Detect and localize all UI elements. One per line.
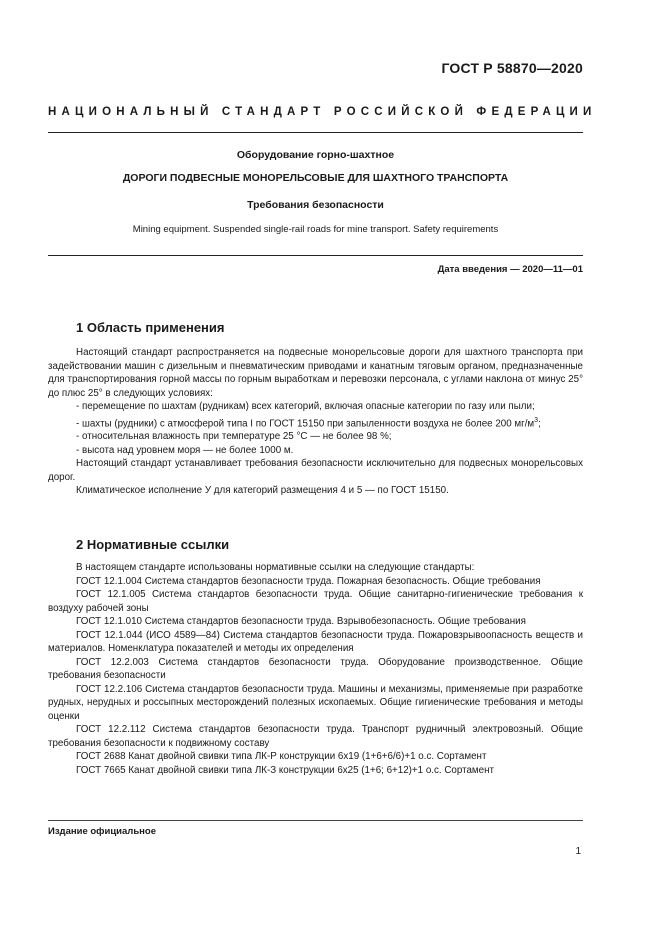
condition-item: - относительная влажность при температуре 25 °C — не более 98 %; — [76, 431, 392, 443]
document-number: ГОСТ Р 58870—2020 — [441, 60, 583, 76]
main-title: ДОРОГИ ПОДВЕСНЫЕ МОНОРЕЛЬСОВЫЕ ДЛЯ ШАХТНОГО ТРАНСПОРТА — [122, 172, 509, 184]
condition-item — [48, 414, 583, 431]
footer-divider — [48, 820, 583, 821]
header-divider — [48, 132, 583, 133]
reference-item: ГОСТ 12.1.044 (ИСО 4589—84) Система стандартов безопасности труда. Пожаровзрывоопасность веществ и материалов. Номенклатура показателей и методы их определения — [48, 629, 583, 654]
section-1-heading: 1 Область применения — [76, 320, 225, 335]
condition-item: - перемещение по шахтам (рудникам) всех категорий, включая опасные категории по газу или пыли; — [76, 401, 535, 412]
requirements-title: Требования безопасности — [247, 199, 384, 211]
condition-text: - шахты (рудники) с атмосферой типа I по ГОСТ 15150 при запыленности воздуха не более 200 мг/м — [76, 417, 535, 429]
section-2-heading: 2 Нормативные ссылки — [76, 537, 230, 552]
reference-item: ГОСТ 12.1.005 Система стандартов безопасности труда. Общие санитарно-гигиенические требования к воздуху рабочей зоны — [48, 589, 583, 614]
superscript: 3 — [534, 416, 539, 424]
section-2-intro: В настоящем стандарте использованы нормативные ссылки на следующие стандарты: — [76, 562, 475, 573]
official-edition-label: Издание официальное — [48, 826, 156, 837]
condition-text-end: ; — [538, 417, 541, 429]
subject-title: Оборудование горно-шахтное — [236, 149, 395, 161]
title-divider — [48, 255, 583, 256]
introduction-date: Дата введения — 2020—11—01 — [437, 264, 583, 275]
section-1-paragraph: Климатическое исполнение У для категорий размещения 4 и 5 — по ГОСТ 15150. — [76, 485, 449, 497]
reference-item: ГОСТ 12.1.004 Система стандартов безопасности труда. Пожарная безопасность. Общие требования — [76, 575, 541, 587]
section-1-paragraph: Настоящий стандарт распространяется на подвесные монорельсовые дороги для шахтного транспорта при задействовании машин с дизельным и пневматическим приводами и канатным тяговым органом, предназначенные для транспортирования горной массы по горным выработкам и перевозки персонала, с углами наклона от минус 25° до плюс 25° в следующих условиях: — [48, 347, 583, 399]
condition-item: - высота над уровнем моря — не более 1000 м. — [76, 444, 294, 456]
section-1-body — [48, 346, 583, 498]
section-2-body — [48, 561, 583, 777]
english-title: Mining equipment. Suspended single-rail roads for mine transport. Safety requirements — [132, 224, 499, 235]
national-standard-title: НАЦИОНАЛЬНЫЙ СТАНДАРТ РОССИЙСКОЙ ФЕДЕРАЦИИ — [48, 106, 597, 118]
reference-item: ГОСТ 7665 Канат двойной свивки типа ЛК-З конструкции 6х25 (1+6; 6+12)+1 о.с. Сортамент — [76, 764, 495, 776]
reference-item: ГОСТ 12.2.003 Система стандартов безопасности труда. Оборудование производственное. Общие требования безопасности — [48, 656, 583, 681]
reference-item: ГОСТ 12.2.106 Система стандартов безопасности труда. Машины и механизмы, применяемые при разработке рудных, нерудных и россыпных месторождений полезных ископаемых. Общие гигиенические требования и методы оценки — [48, 683, 583, 722]
reference-item: ГОСТ 12.1.010 Система стандартов безопасности труда. Взрывобезопасность. Общие требования — [76, 616, 526, 627]
reference-item: ГОСТ 2688 Канат двойной свивки типа ЛК-Р конструкции 6х19 (1+6+6/6)+1 о.с. Сортамент — [76, 751, 487, 762]
reference-item: ГОСТ 12.2.112 Система стандартов безопасности труда. Транспорт рудничный электровозный. Общие требования безопасности к подвижному составу — [48, 724, 583, 749]
section-1-paragraph: Настоящий стандарт устанавливает требования безопасности исключительно для подвесных монорельсовых дорог. — [48, 458, 583, 483]
page-number: 1 — [575, 846, 581, 857]
